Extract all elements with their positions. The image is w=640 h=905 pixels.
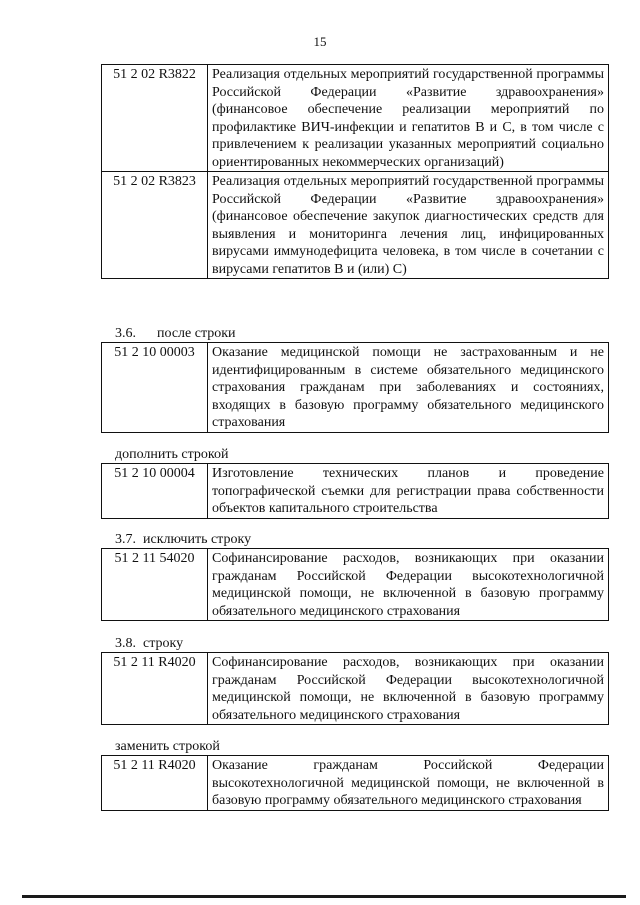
section-label: дополнить строкой [115, 447, 229, 462]
code-cell: 51 2 11 54020 [102, 549, 208, 621]
table-row [102, 65, 609, 172]
description-cell: Софинансирование расходов, возникающих при оказании гражданам Российской Федерации высокотехнологичной медицинской помощи, не включенной в базовую программу обязательного медицинского страхования [208, 653, 609, 725]
code-cell: 51 2 02 R3823 [102, 172, 208, 279]
budget-codes-table [101, 64, 609, 279]
code-cell: 51 2 11 R4020 [102, 756, 208, 811]
table-row [102, 172, 609, 279]
code-cell: 51 2 10 00003 [102, 343, 208, 433]
section-label: 3.7. исключить строку [115, 532, 252, 547]
table-row [102, 653, 609, 725]
section-3-7 [101, 532, 609, 621]
code-cell: 51 2 10 00004 [102, 464, 208, 519]
section-3-7-table [101, 548, 609, 621]
description-cell: Оказание гражданам Российской Федерации высокотехнологичной медицинской помощи, не включенной в базовую программу обязательного медицинского страхования [208, 756, 609, 811]
table-row [102, 343, 609, 433]
replace-row-section [101, 739, 609, 811]
section-3-6-table [101, 342, 609, 433]
table-row [102, 464, 609, 519]
section-3-8 [101, 636, 609, 725]
section-label: 3.6. после строки [115, 326, 236, 341]
description-cell: Оказание медицинской помощи не застрахованным и не идентифицированным в системе обязательного медицинского страхования гражданам при заболеваниях и состояниях, входящих в базовую программу обязательного медицинского страхования [208, 343, 609, 433]
add-row-section [101, 447, 609, 519]
description-cell: Реализация отдельных мероприятий государственной программы Российской Федерации «Развитие здравоохранения» (финансовое обеспечение реализации мероприятий по профилактике ВИЧ-инфекции и гепатитов В и С, в том числе с привлечением к реализации указанных мероприятий социально ориентированных некоммерческих организаций) [208, 65, 609, 172]
code-cell: 51 2 11 R4020 [102, 653, 208, 725]
description-cell: Реализация отдельных мероприятий государственной программы Российской Федерации «Развитие здравоохранения» (финансовое обеспечение закупок диагностических средств для выявления и мониторинга лечения лиц, инфицированных вирусами иммунодефицита человека, в том числе в сочетании с вирусами гепатитов В и (или) С) [208, 172, 609, 279]
table-row [102, 549, 609, 621]
section-label: 3.8. строку [115, 636, 184, 651]
code-cell: 51 2 02 R3822 [102, 65, 208, 172]
description-cell: Софинансирование расходов, возникающих при оказании гражданам Российской Федерации высокотехнологичной медицинской помощи, не включенной в базовую программу обязательного медицинского страхования [208, 549, 609, 621]
section-label: заменить строкой [115, 739, 220, 754]
page-number: 15 [313, 34, 327, 49]
section-3-6 [101, 326, 609, 433]
add-row-table [101, 463, 609, 519]
description-cell: Изготовление технических планов и проведение топографической съемки для регистрации права собственности объектов капитального строительства [208, 464, 609, 519]
section-3-8-table [101, 652, 609, 725]
table-row [102, 756, 609, 811]
scan-bottom-edge [22, 895, 626, 898]
replace-row-table [101, 755, 609, 811]
top-table-block [101, 64, 609, 279]
